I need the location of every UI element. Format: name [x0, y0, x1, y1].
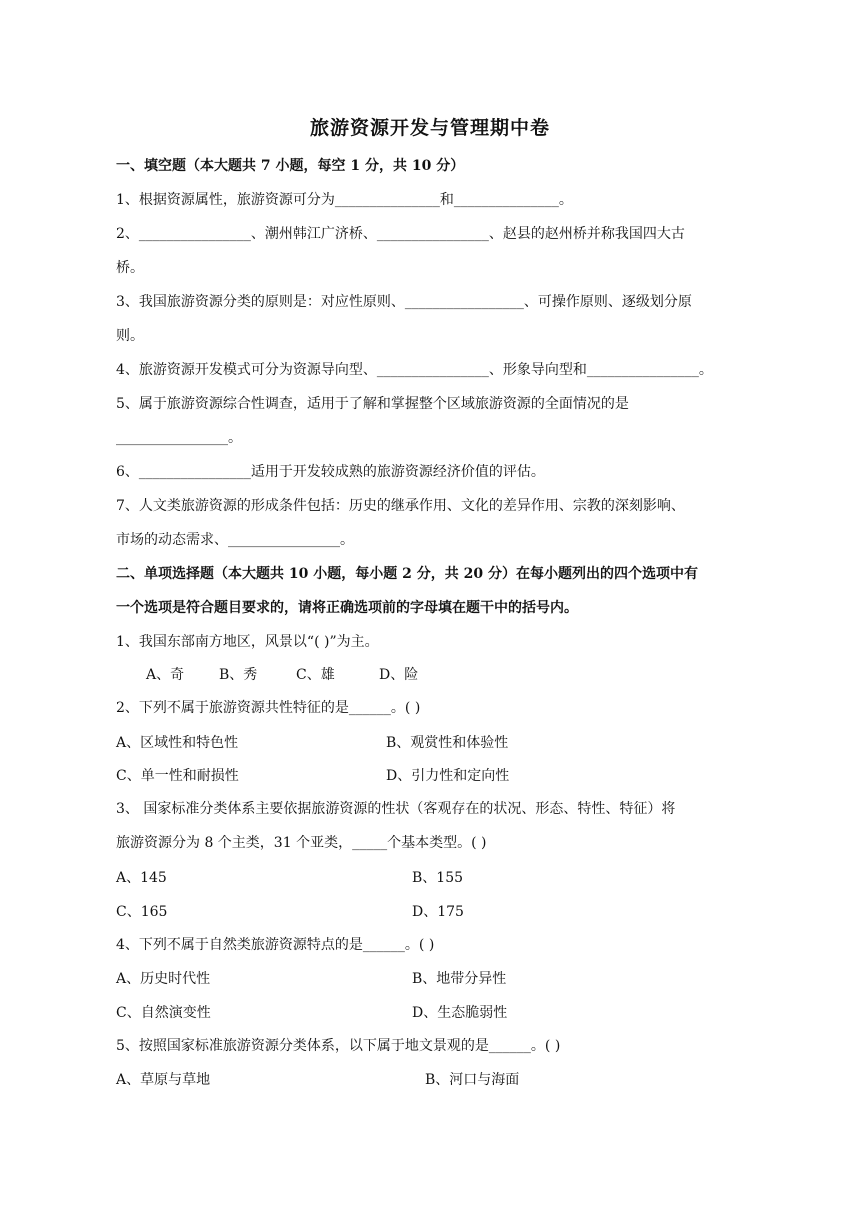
q2-option-d: D、引力性和定向性 [386, 768, 510, 784]
q4-option-b: B、地带分异性 [412, 971, 507, 987]
page-title: 旅游资源开发与管理期中卷 [309, 117, 550, 139]
q2-option-a: A、区域性和特色性 [116, 735, 239, 751]
section1-heading: 一、填空题（本大题共 7 小题，每空 1 分，共 10 分） [116, 158, 465, 174]
fill-question-4: 4、旅游资源开发模式可分为资源导向型、________________、形象导向型和________________。 [116, 362, 713, 378]
section2-heading-cont: 一个选项是符合题目要求的，请将正确选项前的字母填在题干中的括号内。 [116, 600, 578, 616]
choice-question-4: 4、下列不属于自然类旅游资源特点的是______。( ) [116, 937, 435, 953]
choice-question-1: 1、我国东部南方地区，风景以“( )”为主。 [116, 634, 379, 650]
fill-question-7-cont: 市场的动态需求、________________。 [116, 532, 354, 548]
section2-heading: 二、单项选择题（本大题共 10 小题，每小题 2 分，共 20 分）在每小题列出的四个选项中有 [116, 566, 698, 582]
q1-option-a: A、奇 [146, 667, 185, 683]
q4-option-c: C、自然演变性 [116, 1005, 211, 1021]
fill-question-6: 6、________________适用于开发较成熟的旅游资源经济价值的评估。 [116, 464, 545, 480]
q1-option-c: C、雄 [296, 667, 335, 683]
q3-option-d: D、175 [412, 904, 464, 920]
q4-option-a: A、历史时代性 [116, 971, 211, 987]
choice-question-2: 2、下列不属于旅游资源共性特征的是______。( ) [116, 700, 421, 716]
q3-option-c: C、165 [116, 904, 168, 920]
fill-question-7: 7、人文类旅游资源的形成条件包括：历史的继承作用、文化的差异作用、宗教的深刻影响、 [116, 498, 685, 514]
q5-option-a: A、草原与草地 [116, 1072, 211, 1088]
choice-question-5: 5、按照国家标准旅游资源分类体系，以下属于地文景观的是______。( ) [116, 1038, 561, 1054]
fill-question-2-cont: 桥。 [116, 260, 144, 276]
q2-option-c: C、单一性和耐损性 [116, 768, 239, 784]
fill-question-5: 5、属于旅游资源综合性调查，适用于了解和掌握整个区域旅游资源的全面情况的是 [116, 396, 629, 412]
fill-question-3: 3、我国旅游资源分类的原则是：对应性原则、_________________、可操作原则、逐级划分原 [116, 294, 692, 310]
choice-question-3-cont: 旅游资源分为 8 个主类，31 个亚类，_____个基本类型。( ) [116, 835, 487, 851]
q2-option-b: B、观赏性和体验性 [386, 735, 509, 751]
fill-question-2: 2、________________、潮州韩江广济桥、________________、赵县的赵州桥并称我国四大古 [116, 226, 685, 242]
fill-question-1: 1、根据资源属性，旅游资源可分为_______________和_______________。 [116, 192, 573, 208]
q1-option-b: B、秀 [219, 667, 258, 683]
choice-question-3: 3、 国家标准分类体系主要依据旅游资源的性状（客观存在的状况、形态、特性、特征）将 [116, 801, 676, 817]
fill-question-5-cont: ________________。 [116, 430, 242, 446]
q1-option-d: D、险 [379, 667, 419, 683]
q3-option-b: B、155 [412, 870, 464, 886]
q3-option-a: A、145 [116, 870, 167, 886]
q5-option-b: B、河口与海面 [425, 1072, 520, 1088]
q4-option-d: D、生态脆弱性 [412, 1005, 508, 1021]
fill-question-3-cont: 则。 [116, 328, 144, 344]
